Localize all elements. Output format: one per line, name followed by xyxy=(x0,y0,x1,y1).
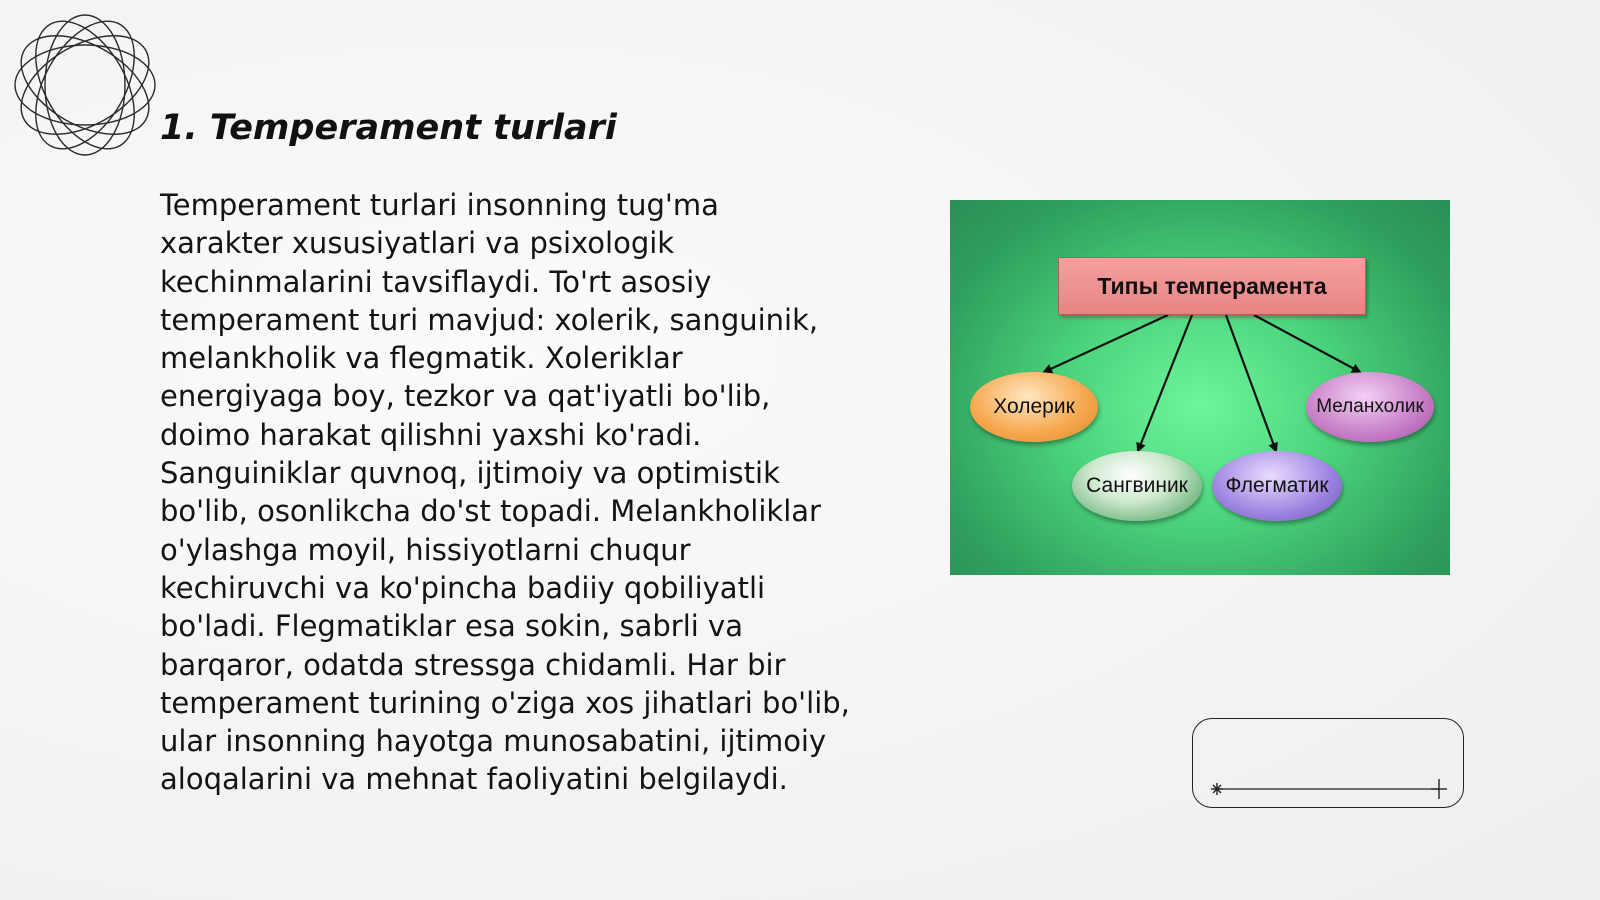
decorative-rings-icon xyxy=(10,10,160,160)
decorative-frame xyxy=(1192,718,1464,808)
arrow-to-melancholic xyxy=(1254,315,1360,372)
node-phlegmatic: Флегматик xyxy=(1212,451,1342,521)
node-melancholic: Меланхолик xyxy=(1306,372,1434,442)
arrow-to-phlegmatic xyxy=(1226,315,1276,451)
node-sanguine: Сангвиник xyxy=(1072,451,1202,521)
temperament-diagram xyxy=(950,200,1450,575)
slide-title: 1. Temperament turlari xyxy=(160,108,617,148)
slide-body-text: Temperament turlari insonning tug'ma xarakter xususiyatlari va psixologik kechinmalarini tavsiflaydi. To'rt asosiy temperament turi mavjud: xolerik, sanguinik, melankholik va flegmatik. Xoleriklar energiyaga boy, tezkor va qat'iyatli bo'lib, doimo harakat qilishni yaxshi ko'radi. Sanguiniklar quvnoq, ijtimoiy va optimistik bo'lib, osonlikcha do'st topadi. Melankholiklar o'ylashga moyil, hissiyotlarni chuqur kechiruvchi va ko'pincha badiiy qobiliyatli bo'ladi. Flegmatiklar esa sokin, sabrli va barqaror, odatda stressga chidamli. Har bir temperament turining o'ziga xos jihatlari bo'lib, ular insonning hayotga munosabatini, ijtimoiy aloqalarini va mehnat faoliyatini belgilaydi. xyxy=(160,188,850,797)
arrow-to-choleric xyxy=(1044,315,1168,372)
arrow-to-sanguine xyxy=(1138,315,1192,451)
diagram-title: Типы темперамента xyxy=(1058,257,1366,315)
node-choleric: Холерик xyxy=(970,372,1098,442)
sparkle-line-icon xyxy=(1193,719,1465,809)
